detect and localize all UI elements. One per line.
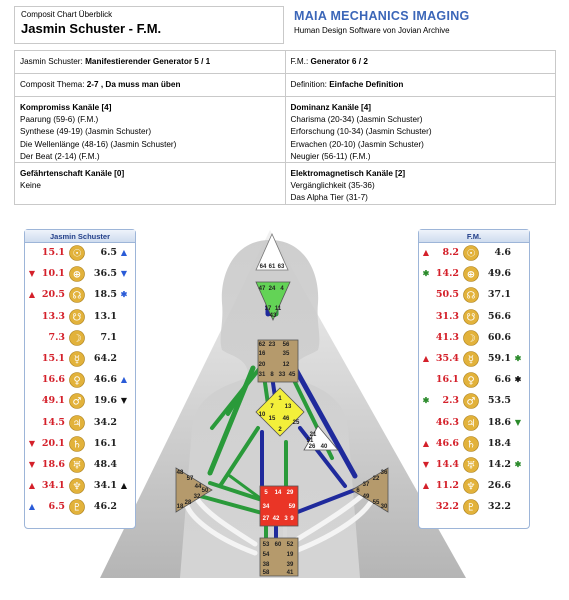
gate-label: 29 — [286, 490, 294, 496]
gate-label: 25 — [292, 420, 300, 426]
svg-text:☋: ☋ — [466, 312, 476, 324]
planet-row — [419, 328, 529, 349]
gate-label: 47 — [258, 286, 266, 292]
design-gate-value: 14.2 — [435, 268, 459, 280]
south-node-icon — [69, 309, 85, 325]
personality-gate-value: 14.2 — [487, 458, 511, 470]
marker-left: ▲ — [28, 480, 36, 491]
svg-text:☋: ☋ — [72, 312, 82, 324]
uranus-icon — [463, 457, 479, 473]
planet-row — [419, 497, 529, 518]
svg-text:⊕: ⊕ — [72, 269, 82, 281]
marker-right: ▲ — [120, 247, 128, 257]
svg-text:☉: ☉ — [466, 248, 476, 260]
planet-row — [25, 370, 135, 391]
saturn-icon — [463, 436, 479, 452]
planet-row — [25, 434, 135, 455]
design-gate-value: 34.1 — [41, 480, 65, 492]
marker-left: ▲ — [28, 289, 36, 300]
gate-label: 39 — [286, 562, 294, 568]
moon-icon — [69, 330, 85, 346]
design-gate-value: 41.3 — [435, 331, 459, 343]
design-gate-value: 20.5 — [41, 289, 65, 301]
marker-right: ▼ — [120, 268, 128, 279]
personality-gate-value: 18.6 — [487, 416, 511, 428]
gate-label: 14 — [274, 490, 282, 496]
gate-label: 45 — [288, 372, 296, 378]
right-panel-title: F.M. — [419, 230, 529, 243]
marker-left: ▼ — [28, 458, 36, 469]
gate-label: 3 — [284, 516, 288, 522]
personality-gate-value: 64.2 — [93, 352, 117, 364]
personality-gate-value: 36.5 — [93, 268, 117, 280]
gate-label: 51 — [306, 438, 314, 444]
design-gate-value: 15.1 — [41, 247, 65, 258]
design-gate-value: 2.3 — [442, 395, 459, 407]
sun-icon — [69, 245, 85, 261]
design-gate-value: 14.5 — [41, 416, 65, 428]
gate-label: 23 — [268, 342, 276, 348]
pluto-icon — [463, 499, 479, 515]
svg-text:♀: ♀ — [467, 375, 475, 387]
channel-item: Charisma (20-34) (Jasmin Schuster) — [290, 115, 423, 125]
pluto-icon — [69, 499, 85, 515]
gate-label: 30 — [380, 504, 388, 510]
svg-text:♅: ♅ — [466, 460, 476, 472]
jupiter-icon — [463, 415, 479, 431]
gate-label: 62 — [258, 342, 266, 348]
svg-text:♇: ♇ — [72, 502, 82, 514]
planet-row — [419, 285, 529, 306]
right-person-panel — [418, 229, 530, 529]
companionship-heading: Gefährtenschaft Kanäle [0] — [20, 169, 125, 178]
design-gate-value: 14.4 — [435, 458, 459, 470]
gate-label: 2 — [278, 427, 282, 433]
personality-gate-value: 53.5 — [487, 395, 511, 407]
design-gate-value: 35.4 — [435, 352, 459, 364]
channel-item: Die Wellenlänge (48-16) (Jasmin Schuster) — [20, 139, 177, 149]
electromagnetic-heading: Elektromagnetisch Kanäle [2] — [290, 169, 406, 178]
gate-label: 60 — [274, 542, 282, 548]
svg-text:☿: ☿ — [73, 354, 81, 366]
gate-label: 38 — [262, 562, 270, 568]
gate-label: 27 — [262, 516, 270, 522]
gate-label: 28 — [184, 500, 192, 506]
svg-text:☽: ☽ — [72, 333, 82, 345]
gate-label: 44 — [194, 484, 202, 490]
personality-gate-value: 48.4 — [93, 458, 117, 470]
gate-label: 11 — [274, 306, 282, 312]
gate-label: 49 — [362, 494, 370, 500]
gate-label: 63 — [277, 264, 285, 270]
planet-row — [25, 285, 135, 306]
personality-gate-value: 46.6 — [93, 374, 117, 386]
gate-label: 13 — [284, 404, 292, 410]
jupiter-icon — [69, 415, 85, 431]
dominance-heading: Dominanz Kanäle [4] — [290, 103, 372, 112]
svg-text:♇: ♇ — [466, 502, 476, 514]
personality-gate-value: 60.6 — [487, 331, 511, 343]
person-right-label: F.M.: — [290, 57, 309, 66]
gate-label: 34 — [262, 504, 270, 510]
gate-label: 40 — [320, 444, 328, 450]
planet-row — [25, 497, 135, 518]
design-gate-value: 11.2 — [435, 480, 459, 492]
neptune-icon — [69, 478, 85, 494]
planet-row — [25, 476, 135, 497]
design-gate-value: 10.1 — [41, 268, 65, 280]
gate-label: 43 — [269, 313, 277, 319]
planet-row — [419, 349, 529, 370]
gate-label: 59 — [288, 504, 296, 510]
planet-row — [419, 413, 529, 434]
moon-icon — [463, 330, 479, 346]
gate-label: 36 — [380, 470, 388, 476]
gate-label: 21 — [309, 432, 317, 438]
north-node-icon — [69, 287, 85, 303]
gate-label: 32 — [193, 494, 201, 500]
channel-item: Neugier (56-11) (F.M.) — [290, 151, 371, 161]
design-gate-value: 46.3 — [435, 416, 459, 428]
svg-text:♅: ♅ — [72, 460, 82, 472]
marker-right: ✱ — [120, 289, 128, 300]
gate-label: 31 — [258, 372, 266, 378]
gate-label: 53 — [262, 542, 270, 548]
south-node-icon — [463, 309, 479, 325]
svg-text:♀: ♀ — [73, 375, 81, 387]
gate-label: 1 — [278, 396, 282, 402]
svg-text:♃: ♃ — [466, 418, 476, 430]
chart-subtitle: Composit Chart Überblick — [21, 10, 113, 19]
gate-label: 10 — [258, 412, 266, 418]
design-gate-value: 18.6 — [41, 458, 65, 470]
gate-label: 19 — [286, 552, 294, 558]
gate-label: 35 — [282, 351, 290, 357]
planet-row — [419, 391, 529, 412]
uranus-icon — [69, 457, 85, 473]
person-left-type — [15, 51, 286, 74]
design-gate-value: 20.1 — [41, 437, 65, 449]
svg-text:♆: ♆ — [72, 481, 82, 493]
marker-left: ▲ — [28, 501, 36, 512]
neptune-icon — [463, 478, 479, 494]
mercury-icon — [463, 351, 479, 367]
channel-item: Das Alpha Tier (31-7) — [290, 193, 368, 203]
marker-left: ▼ — [28, 268, 36, 279]
compromise-heading: Kompromiss Kanäle [4] — [20, 103, 112, 112]
person-right-value: Generator 6 / 2 — [310, 57, 368, 66]
personality-gate-value: 49.6 — [487, 268, 511, 280]
person-right-type — [286, 51, 557, 74]
gate-label: 56 — [282, 342, 290, 348]
svg-text:⊕: ⊕ — [466, 269, 476, 281]
planet-row — [419, 476, 529, 497]
personality-gate-value: 19.6 — [93, 395, 117, 407]
gate-label: 5 — [264, 490, 268, 496]
gate-label: 18 — [176, 504, 184, 510]
gate-label: 20 — [258, 362, 266, 368]
composite-theme — [15, 74, 286, 97]
gate-label: 61 — [268, 264, 276, 270]
gate-label: 9 — [290, 516, 294, 522]
gate-label: 22 — [372, 476, 380, 482]
gate-label: 16 — [258, 351, 266, 357]
personality-gate-value: 37.1 — [487, 289, 511, 301]
dominance-channels — [286, 97, 557, 163]
definition — [286, 74, 557, 97]
gate-label: 24 — [268, 286, 276, 292]
gate-label: 26 — [308, 444, 316, 450]
marker-left: ✱ — [422, 395, 430, 406]
gate-label: 54 — [262, 552, 270, 558]
marker-right: ▲ — [120, 374, 128, 385]
design-gate-value: 7.3 — [48, 331, 65, 343]
companionship-channels — [15, 163, 286, 205]
gate-label: 15 — [268, 416, 276, 422]
brand-logo-text: MAIA MECHANICS IMAGING — [294, 9, 470, 23]
gate-label: 64 — [259, 264, 267, 270]
channel-item: Paarung (59-6) (F.M.) — [20, 115, 99, 125]
design-gate-value: 16.1 — [435, 374, 459, 386]
gate-label: 4 — [280, 286, 284, 292]
marker-right: ✱ — [514, 458, 522, 469]
gate-label: 55 — [372, 500, 380, 506]
svg-text:♄: ♄ — [466, 439, 476, 451]
planet-row — [25, 391, 135, 412]
left-person-panel — [24, 229, 136, 529]
personality-gate-value: 32.2 — [487, 501, 511, 513]
personality-gate-value: 6.5 — [100, 247, 117, 258]
gate-label: 58 — [262, 570, 270, 576]
gate-label: 50 — [201, 488, 209, 494]
personality-gate-value: 59.1 — [487, 352, 511, 364]
personality-gate-value: 7.1 — [100, 331, 117, 343]
planet-row — [25, 243, 135, 264]
person-left-label: Jasmin Schuster: — [20, 57, 83, 66]
svg-text:♆: ♆ — [466, 481, 476, 493]
theme-label: Composit Thema: — [20, 80, 85, 89]
venus-icon — [463, 372, 479, 388]
gate-label: 48 — [176, 470, 184, 476]
personality-gate-value: 18.5 — [93, 289, 117, 301]
channel-item: Der Beat (2-14) (F.M.) — [20, 151, 100, 161]
gate-label: 17 — [264, 306, 272, 312]
planet-row — [25, 455, 135, 476]
personality-gate-value: 13.1 — [93, 310, 117, 322]
svg-text:♂: ♂ — [466, 396, 476, 408]
gate-label: 12 — [282, 362, 290, 368]
chart-title-box — [14, 6, 284, 44]
north-node-icon — [463, 287, 479, 303]
channel-item: Keine — [20, 181, 41, 191]
design-gate-value: 15.1 — [41, 352, 65, 364]
gate-label: 46 — [282, 416, 290, 422]
personality-gate-value: 18.4 — [487, 437, 511, 449]
earth-icon — [463, 266, 479, 282]
marker-left: ▲ — [422, 352, 430, 363]
gate-label: 33 — [278, 372, 286, 378]
electromagnetic-channels — [286, 163, 557, 205]
marker-left: ▲ — [422, 480, 430, 491]
gate-label: 8 — [270, 372, 274, 378]
planet-row — [419, 243, 529, 264]
gate-label: 7 — [270, 404, 274, 410]
channel-item: Vergänglichkeit (35-36) — [290, 181, 375, 191]
planet-row — [419, 370, 529, 391]
design-gate-value: 46.6 — [435, 437, 459, 449]
planet-row — [25, 349, 135, 370]
planet-row — [419, 455, 529, 476]
personality-gate-value: 6.6 — [494, 374, 511, 386]
definition-value: Einfache Definition — [329, 80, 404, 89]
personality-gate-value: 34.1 — [93, 480, 117, 492]
personality-gate-value: 46.2 — [93, 501, 117, 513]
earth-icon — [69, 266, 85, 282]
svg-text:☿: ☿ — [467, 354, 475, 366]
marker-right: ✱ — [514, 374, 522, 385]
design-gate-value: 8.2 — [442, 247, 459, 258]
design-gate-value: 13.3 — [41, 310, 65, 322]
design-gate-value: 31.3 — [435, 310, 459, 322]
personality-gate-value: 56.6 — [487, 310, 511, 322]
personality-gate-value: 4.6 — [494, 247, 511, 258]
definition-label: Definition: — [290, 80, 327, 89]
brand-box — [290, 6, 556, 44]
svg-text:♂: ♂ — [72, 396, 82, 408]
planet-row — [419, 434, 529, 455]
planet-row — [25, 264, 135, 285]
svg-text:☊: ☊ — [72, 290, 82, 302]
marker-left: ✱ — [422, 268, 430, 279]
channel-item: Synthese (49-19) (Jasmin Schuster) — [20, 127, 152, 137]
marker-left: ▲ — [422, 247, 430, 257]
gate-label: 41 — [286, 570, 294, 576]
saturn-icon — [69, 436, 85, 452]
brand-subtitle: Human Design Software von Jovian Archive — [294, 26, 450, 35]
design-gate-value: 50.5 — [435, 289, 459, 301]
gate-label: 37 — [362, 482, 370, 488]
marker-left: ▲ — [422, 437, 430, 448]
mars-icon — [69, 393, 85, 409]
venus-icon — [69, 372, 85, 388]
personality-gate-value: 34.2 — [93, 416, 117, 428]
gate-label: 57 — [186, 476, 194, 482]
marker-left: ▼ — [28, 437, 36, 448]
gate-label: 6 — [356, 488, 360, 494]
design-gate-value: 6.5 — [48, 501, 65, 513]
planet-row — [25, 307, 135, 328]
sun-icon — [463, 245, 479, 261]
left-panel-title: Jasmin Schuster — [25, 230, 135, 243]
marker-right: ▼ — [120, 395, 128, 406]
bodygraph — [100, 228, 468, 582]
planet-row — [25, 328, 135, 349]
theme-value: 2-7 , Da muss man üben — [86, 80, 181, 89]
info-grid — [14, 50, 556, 205]
planet-row — [419, 264, 529, 285]
svg-text:☉: ☉ — [72, 248, 82, 260]
marker-right: ▲ — [120, 480, 128, 491]
design-gate-value: 49.1 — [41, 395, 65, 407]
svg-text:♄: ♄ — [72, 439, 82, 451]
personality-gate-value: 16.1 — [93, 437, 117, 449]
marker-right: ▼ — [514, 416, 522, 427]
personality-gate-value: 26.6 — [487, 480, 511, 492]
compromise-channels — [15, 97, 286, 163]
design-gate-value: 16.6 — [41, 374, 65, 386]
channel-item: Erwachen (20-10) (Jasmin Schuster) — [290, 139, 424, 149]
svg-text:☊: ☊ — [466, 290, 476, 302]
mercury-icon — [69, 351, 85, 367]
svg-text:☽: ☽ — [466, 333, 476, 345]
design-gate-value: 32.2 — [435, 501, 459, 513]
planet-row — [419, 307, 529, 328]
marker-left: ▼ — [422, 458, 430, 469]
mars-icon — [463, 393, 479, 409]
person-left-value: Manifestierender Generator 5 / 1 — [85, 57, 211, 66]
channel-item: Erforschung (10-34) (Jasmin Schuster) — [290, 127, 432, 137]
planet-row — [25, 413, 135, 434]
chart-title: Jasmin Schuster - F.M. — [21, 21, 162, 36]
marker-right: ✱ — [514, 352, 522, 363]
svg-text:♃: ♃ — [72, 418, 82, 430]
gate-label: 52 — [286, 542, 294, 548]
gate-label: 42 — [272, 516, 280, 522]
